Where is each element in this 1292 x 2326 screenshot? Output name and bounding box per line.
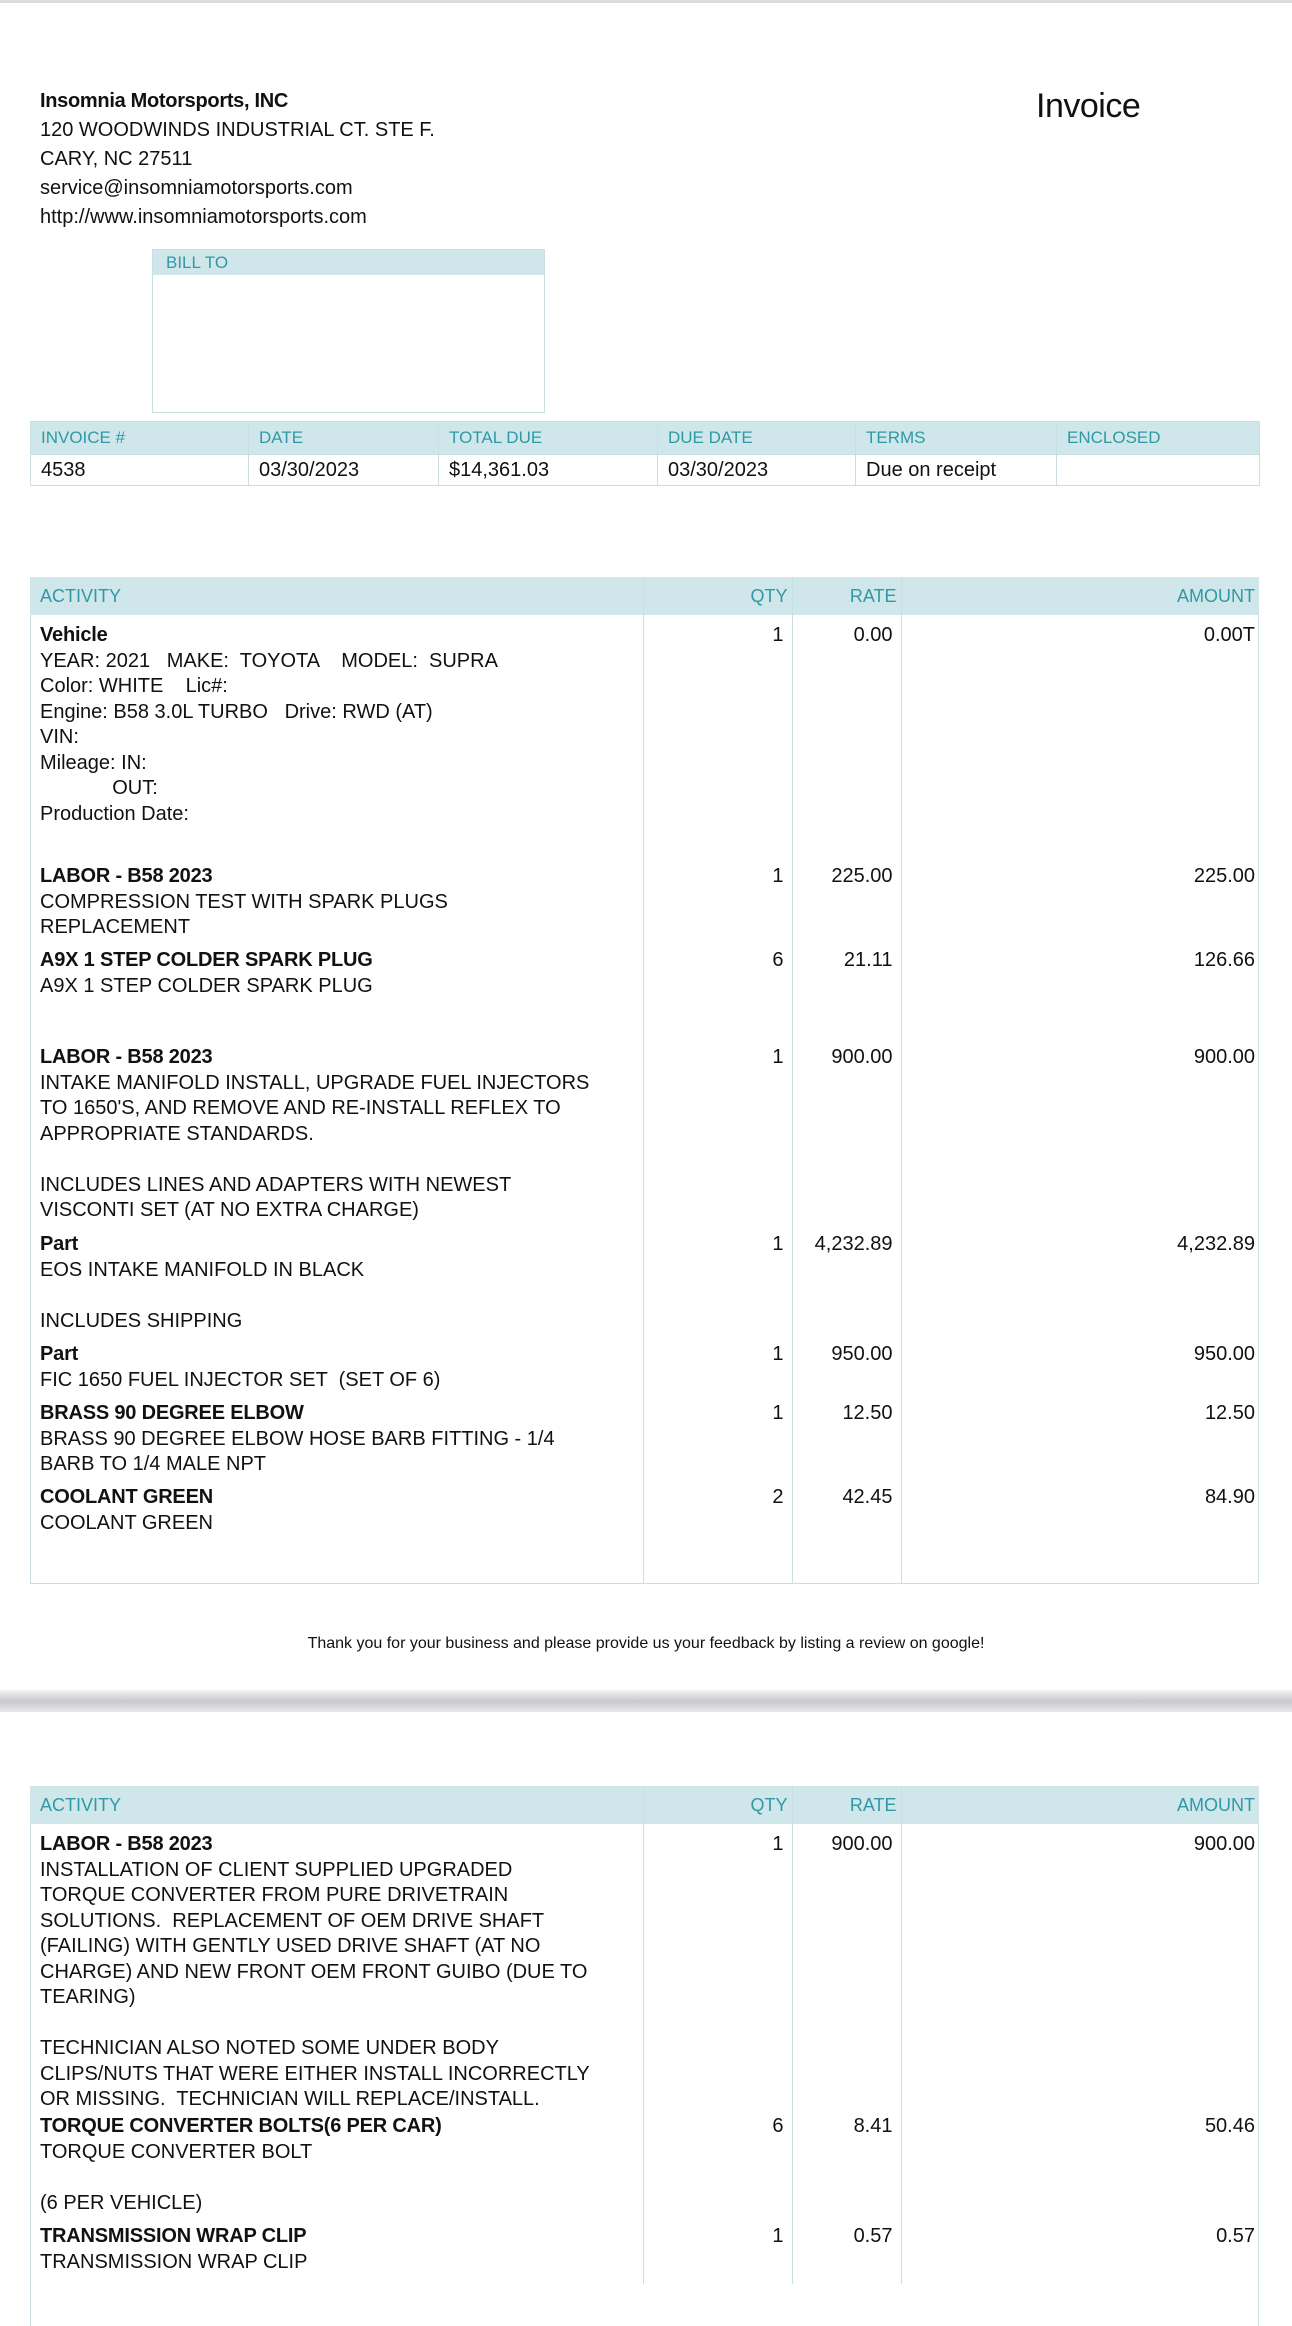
activity-column-header: ACTIVITY [30,1786,643,1824]
activity-header-row [30,1786,1259,1824]
line-item-description: YEAR: 2021 MAKE: TOYOTA MODEL: SUPRA Color: WHITE Lic#: Engine: B58 3.0L TURBO Drive: RWD (AT) VIN: Mileage: IN: OUT: Production Date: [40,649,498,825]
line-item-qty: 1 [643,615,792,864]
enclosed-value [1057,455,1260,486]
date-header: DATE [249,422,439,455]
line-item-title: Vehicle [40,624,108,646]
line-item [30,948,1259,1045]
amount-column-header: AMOUNT [901,1786,1259,1824]
activity-header-row [30,577,1259,615]
due-date-value: 03/30/2023 [658,455,856,486]
line-item-amount: 900.00 [1193,1833,1255,1855]
line-item-rate: 0.57 [792,2224,901,2284]
line-item-title: BRASS 90 DEGREE ELBOW [40,1402,304,1424]
bill-to-box [152,249,545,413]
invoice-meta-header-row [31,422,1260,455]
invoice-number-header: INVOICE # [31,422,249,455]
line-item-qty: 1 [643,1401,792,1485]
company-email: service@insomniamotorsports.com [40,177,353,199]
line-item-description: FIC 1650 FUEL INJECTOR SET (SET OF 6) [40,1368,441,1391]
line-item [30,1401,1259,1485]
line-item-rate: 4,232.89 [792,1232,901,1342]
line-item [30,2114,1259,2224]
qty-column-header: QTY [643,577,792,615]
line-item-title: COOLANT GREEN [40,1486,213,1508]
line-item-qty: 1 [643,1824,792,2114]
line-item-title: A9X 1 STEP COLDER SPARK PLUG [40,949,373,971]
due-date-header: DUE DATE [658,422,856,455]
line-item-title: Part [40,1233,79,1255]
line-item-title: LABOR - B58 2023 [40,1833,213,1855]
invoice-number-value: 4538 [31,455,249,486]
line-item [30,2224,1259,2284]
line-item [30,1485,1259,1584]
company-website: http://www.insomniamotorsports.com [40,206,367,228]
line-item-qty: 1 [643,1232,792,1342]
line-item-description: BRASS 90 DEGREE ELBOW HOSE BARB FITTING - 1/4 BARB TO 1/4 MALE NPT [40,1427,555,1475]
line-item-qty: 6 [643,2114,792,2224]
line-item-amount: 950.00 [1193,1343,1255,1365]
line-item-title: LABOR - B58 2023 [40,865,213,887]
line-item-description: INSTALLATION OF CLIENT SUPPLIED UPGRADED TORQUE CONVERTER FROM PURE DRIVETRAIN SOLUTIONS. REPLACEMENT OF OEM DRIVE SHAFT (FAILING) WITH GENTLY USED DRIVE SHAFT (AT NO CHARGE) AND NEW FRONT OEM FRONT GUIBO (DUE TO TEARING) TECHNICIAN ALSO NOTED SOME UNDER BODY CLIPS/NUTS THAT WERE EITHER INSTALL INCORRECTLY OR MISSING. TECHNICIAN WILL REPLACE/INSTALL. [40,1858,590,2110]
line-item-rate: 900.00 [792,1824,901,2114]
line-item-title: TORQUE CONVERTER BOLTS(6 PER CAR) [40,2115,442,2137]
line-item-rate: 42.45 [792,1485,901,1584]
line-item-description: INTAKE MANIFOLD INSTALL, UPGRADE FUEL INJECTORS TO 1650'S, AND REMOVE AND RE-INSTALL REFLEX TO APPROPRIATE STANDARDS. INCLUDES LINES AND ADAPTERS WITH NEWEST VISCONTI SET (AT NO EXTRA CHARGE) [40,1071,590,1221]
activity-table [30,577,1259,1584]
line-item [30,1824,1259,2114]
rate-column-header: RATE [792,577,901,615]
qty-column-header: QTY [643,1786,792,1824]
line-item [30,1232,1259,1342]
line-item [30,615,1259,864]
company-address-line2: CARY, NC 27511 [40,148,193,170]
line-item-qty: 6 [643,948,792,1045]
line-item-amount: 0.00T [1203,624,1255,646]
invoice-meta-table [30,421,1260,486]
total-due-header: TOTAL DUE [439,422,658,455]
line-item-description: A9X 1 STEP COLDER SPARK PLUG [40,974,373,997]
line-item [30,864,1259,948]
line-item-rate: 900.00 [792,1045,901,1232]
thank-you-note: Thank you for your business and please provide us your feedback by listing a review on google! [307,1635,985,1652]
date-value: 03/30/2023 [249,455,439,486]
line-item-description: COMPRESSION TEST WITH SPARK PLUGS REPLACEMENT [40,890,448,938]
terms-header: TERMS [856,422,1057,455]
invoice-page-2 [0,1712,1292,2312]
enclosed-header: ENCLOSED [1057,422,1260,455]
activity-column-header: ACTIVITY [30,577,643,615]
terms-value: Due on receipt [856,455,1057,486]
line-item-rate: 0.00 [792,615,901,864]
line-item-qty: 1 [643,864,792,948]
line-item-qty: 1 [643,2224,792,2284]
total-due-value: $14,361.03 [439,455,658,486]
line-item-qty: 1 [643,1342,792,1401]
invoice-meta-value-row [31,455,1260,486]
document-title: Invoice [1036,87,1141,125]
line-item [30,1342,1259,1401]
line-item-description: COOLANT GREEN [40,1511,213,1534]
line-item-title: LABOR - B58 2023 [40,1046,213,1068]
bill-to-label: BILL TO [153,250,544,275]
line-item-rate: 8.41 [792,2114,901,2224]
line-item-qty: 1 [643,1045,792,1232]
line-item-amount: 12.50 [1204,1402,1255,1424]
activity-table [30,1786,1259,2284]
line-item-amount: 900.00 [1193,1046,1255,1068]
line-item-description: TORQUE CONVERTER BOLT (6 PER VEHICLE) [40,2140,313,2214]
line-item-title: Part [40,1343,79,1365]
line-item-rate: 12.50 [792,1401,901,1485]
page-separator [0,1690,1292,1712]
line-item-amount: 126.66 [1193,949,1255,971]
line-item [30,1045,1259,1232]
line-item-amount: 4,232.89 [1177,1233,1255,1255]
line-item-rate: 950.00 [792,1342,901,1401]
line-item-amount: 50.46 [1204,2115,1255,2137]
line-item-description: EOS INTAKE MANIFOLD IN BLACK INCLUDES SHIPPING [40,1258,365,1332]
line-item-description: TRANSMISSION WRAP CLIP [40,2250,308,2273]
line-item-qty: 2 [643,1485,792,1584]
line-item-amount: 225.00 [1193,865,1255,887]
company-info [40,87,435,232]
amount-column-header: AMOUNT [901,577,1259,615]
line-item-amount: 0.57 [1216,2225,1255,2247]
rate-column-header: RATE [792,1786,901,1824]
line-item-amount: 84.90 [1204,1486,1255,1508]
company-name: Insomnia Motorsports, INC [40,90,289,112]
line-item-title: TRANSMISSION WRAP CLIP [40,2225,307,2247]
company-address-line1: 120 WOODWINDS INDUSTRIAL CT. STE F. [40,119,435,141]
line-item-rate: 21.11 [792,948,901,1045]
line-item-rate: 225.00 [792,864,901,948]
